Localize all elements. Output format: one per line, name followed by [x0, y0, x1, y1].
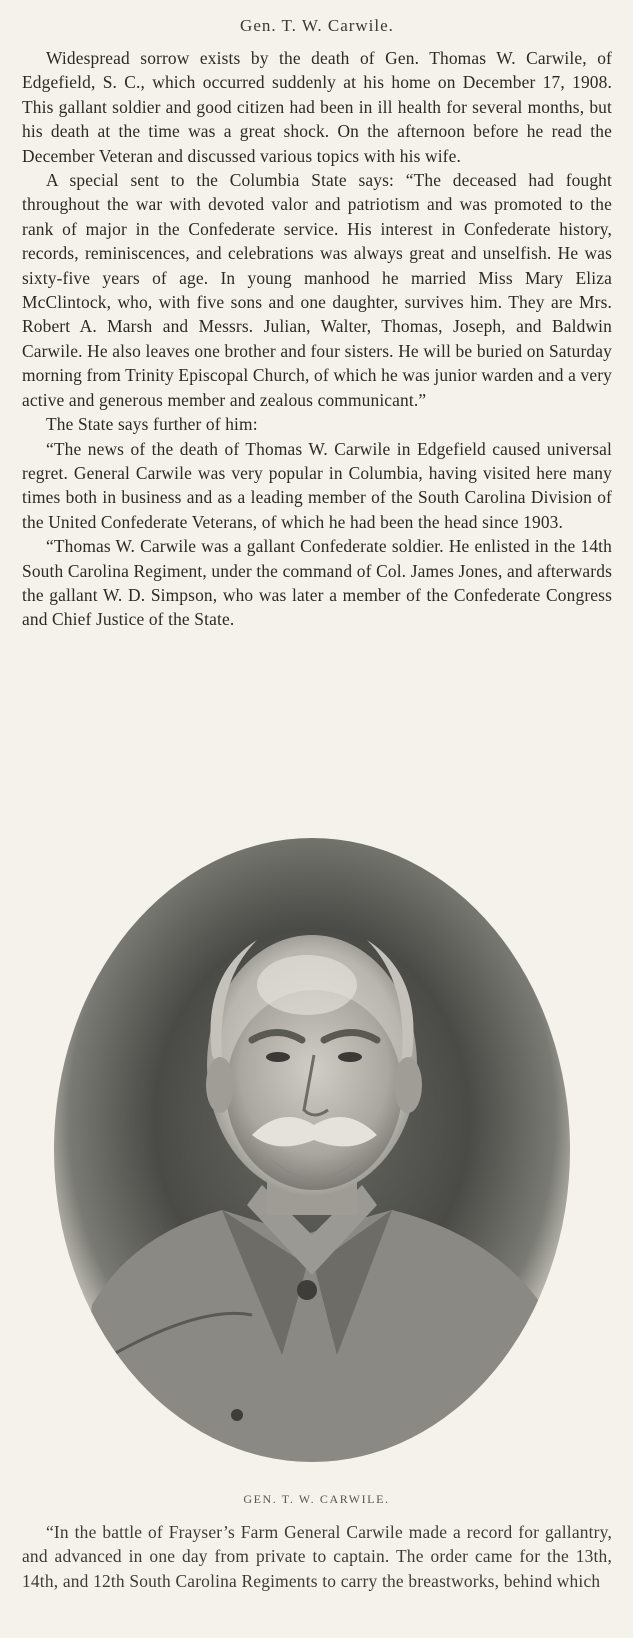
- portrait-image: [52, 835, 572, 1465]
- paragraph: The State says further of him:: [46, 414, 258, 435]
- article: [22, 0, 612, 632]
- photo-caption: GEN. T. W. CARWILE.: [243, 1492, 390, 1506]
- article-title: Gen. T. W. Carwile.: [240, 16, 394, 35]
- portrait-photo: [52, 835, 572, 1465]
- article-continuation: [22, 1520, 612, 1593]
- paragraph: A special sent to the Columbia State says: “The deceased had fought throughout the war with devoted valor and patriotism and was promoted to the rank of major in the Confederate service. His interest in Confederate history, records, reminiscences, and celebrations was always great and unselfish. He was sixty-five years of age. In young manhood he married Miss Mary Eliza McClintock, who, with five sons and one daughter, survives him. They are Mrs. Robert A. Marsh and Messrs. Julian, Walter, Thomas, Joseph, and Baldwin Carwile. He also leaves one brother and four sisters. He will be buried on Saturday morning from Trinity Episcopal Church, of which he was junior warden and a very active and generous member and zealous communicant.”: [22, 170, 612, 410]
- paragraph: “The news of the death of Thomas W. Carwile in Edgefield caused universal regret. General Carwile was very popular in Columbia, having visited here many times both in business and as a leading member of the South Carolina Division of the United Confederate Veterans, of which he had been the head since 1903.: [22, 438, 612, 532]
- paragraph: Widespread sorrow exists by the death of Gen. Thomas W. Carwile, of Edgefield, S. C., which occurred suddenly at his home on December 17, 1908. This gallant soldier and good citizen had been in ill health for several months, but his death at the time was a great shock. On the afternoon before he read the December Veteran and discussed various topics with his wife.: [22, 48, 612, 166]
- paragraph: “In the battle of Frayser’s Farm General Carwile made a record for gallantry, and advanced in one day from private to captain. The order came for the 13th, 14th, and 12th South Carolina Regiments to carry the breastworks, behind which: [22, 1522, 612, 1591]
- article-body: [22, 46, 612, 632]
- paragraph: “Thomas W. Carwile was a gallant Confederate soldier. He enlisted in the 14th South Carolina Regiment, under the command of Col. James Jones, and afterwards the gallant W. D. Simpson, who was later a member of the Confederate Congress and Chief Justice of the State.: [22, 536, 612, 630]
